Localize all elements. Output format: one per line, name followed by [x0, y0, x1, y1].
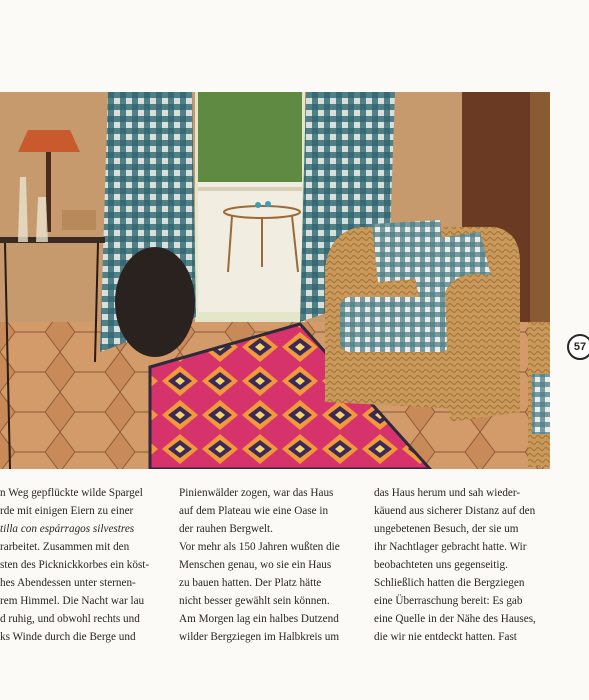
text-line: rem Himmel. Die Nacht war lau [0, 595, 145, 607]
text-line: zu bauen hatten. Der Platz hätte [179, 577, 322, 589]
text-line: rarbeitet. Zusammen mit den [0, 541, 130, 553]
text-line: Menschen genau, wo sie ein Haus [179, 559, 332, 571]
text-line-italic: tilla con espárragos silvestres [0, 523, 135, 535]
text-line: eine Überraschung bereit: Es gab [374, 595, 523, 607]
text-line: Vor mehr als 150 Jahren wußten die [179, 541, 340, 553]
interior-photo [0, 92, 550, 469]
text-line: ks Winde durch die Berge und [0, 631, 136, 643]
text-line: sten des Picknickkorbes ein köst- [0, 559, 150, 571]
text-line: Pinienwälder zogen, war das Haus [179, 487, 334, 499]
text-line: ungebetenen Besuch, der sie um [374, 523, 519, 535]
text-line: Schließlich hatten die Bergziegen [374, 577, 525, 589]
text-line: rde mit einigen Eiern zu einer [0, 505, 134, 517]
text-line: d ruhig, und obwohl rechts und [0, 613, 140, 625]
text-column-2 [179, 484, 359, 646]
text-line: hes Abendessen unter sternen- [0, 577, 136, 589]
text-column-1 [0, 484, 162, 646]
text-line: n Weg gepflückte wilde Spargel [0, 487, 143, 499]
text-line: auf dem Plateau wie eine Oase in [179, 505, 329, 517]
text-line: der rauhen Bergwelt. [179, 523, 273, 535]
wicker-armchair-icon [325, 220, 520, 422]
text-line: nicht besser gewählt sein können. [179, 595, 330, 607]
text-line: das Haus herum und sah wieder- [374, 487, 521, 499]
text-line: käuend aus sicherer Distanz auf den [374, 505, 536, 517]
clay-vase-icon [115, 247, 195, 357]
text-line: eine Quelle in der Nähe des Hauses, [374, 613, 536, 625]
text-line: wilder Bergziegen im Halbkreis um [179, 631, 340, 643]
page-number-badge: 57 [567, 334, 589, 360]
text-line: ihr Nachtlager gebracht hatte. Wir [374, 541, 527, 553]
second-chair-edge-icon [528, 322, 550, 467]
text-line: beobachteten uns gegenseitig. [374, 559, 508, 571]
interior-photo-illustration [0, 92, 550, 469]
text-line: die wir nie entdeckt hatten. Fast [374, 631, 517, 643]
text-column-3 [374, 484, 556, 646]
text-line: Am Morgen lag ein halbes Dutzend [179, 613, 339, 625]
